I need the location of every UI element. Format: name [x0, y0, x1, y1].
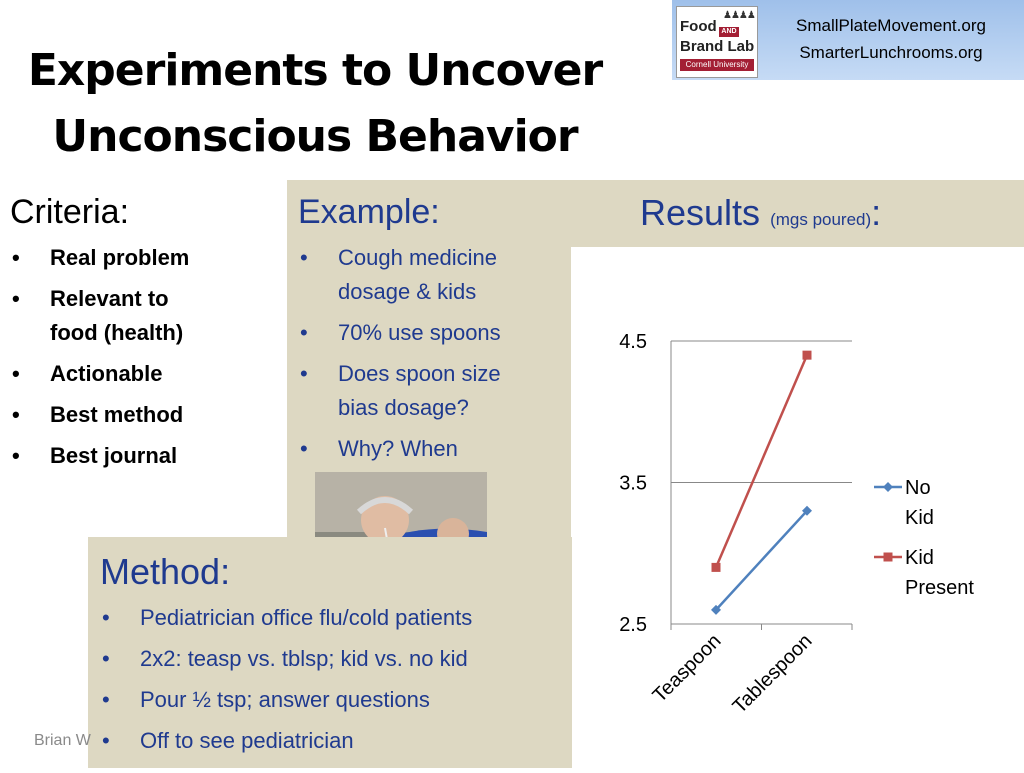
line-chart: [572, 247, 1024, 768]
criteria-item: • Relevant to food (health): [10, 282, 210, 350]
example-item: • Does spoon size bias dosage?: [298, 357, 538, 425]
method-heading: Method:: [100, 551, 231, 592]
example-heading: Example:: [298, 193, 440, 231]
footer-author: Brian W: [34, 732, 91, 749]
slide-title: [10, 38, 620, 170]
criteria-item: • Best journal: [10, 439, 280, 473]
results-heading: [640, 190, 881, 243]
data-point: [712, 563, 721, 572]
legend-marker: [883, 482, 893, 492]
method-item: • 2x2: teasp vs. tblsp; kid vs. no kid: [100, 642, 570, 676]
example-item: • Cough medicine dosage & kids: [298, 241, 538, 309]
legend-label: Present: [905, 577, 974, 599]
example-section: [298, 190, 568, 466]
results-unit: (mgs poured): [770, 210, 872, 229]
method-item: • Off to see pediatrician: [100, 724, 570, 758]
criteria-item: • Real problem: [10, 241, 280, 275]
results-label: Results: [640, 192, 761, 233]
y-tick-label: 4.5: [619, 331, 647, 353]
method-item: • Pour ½ tsp; answer questions: [100, 683, 570, 717]
link-smarter-lunchrooms[interactable]: SmarterLunchrooms.org: [799, 43, 983, 62]
logo-and-badge: AND: [719, 27, 739, 37]
legend-label: Kid: [905, 507, 934, 529]
x-tick-label: Tablespoon: [728, 629, 817, 718]
example-item: • Why? When: [298, 432, 568, 466]
logo-wordmark: Food Brand Lab: [680, 18, 755, 55]
website-links: [760, 12, 1022, 66]
method-list: [100, 601, 570, 758]
y-tick-label: 2.5: [619, 614, 647, 636]
legend-marker: [884, 553, 893, 562]
data-point: [803, 351, 812, 360]
logo-university-bar: Cornell University: [680, 59, 754, 71]
criteria-heading: Criteria:: [10, 193, 130, 231]
method-item: • Pediatrician office flu/cold patients: [100, 601, 570, 635]
results-colon: :: [871, 192, 882, 233]
series-line: [716, 511, 807, 610]
method-section: [100, 550, 570, 758]
people-icon: ♟♟♟♟: [723, 10, 755, 21]
series-line: [716, 355, 807, 567]
x-tick-label: Teaspoon: [648, 629, 726, 707]
results-chart: [572, 247, 1024, 768]
example-list: [298, 241, 568, 466]
criteria-list: [10, 241, 280, 473]
criteria-item: • Best method: [10, 398, 280, 432]
y-tick-label: 3.5: [619, 472, 647, 495]
example-item: • 70% use spoons: [298, 316, 568, 350]
link-small-plate[interactable]: SmallPlateMovement.org: [796, 16, 986, 35]
legend-label: No: [905, 477, 931, 499]
title-line-1: Experiments to Uncover: [27, 45, 603, 96]
food-brand-lab-logo: [676, 6, 758, 78]
legend-label: Kid: [905, 547, 934, 569]
title-line-2: Unconscious Behavior: [52, 111, 578, 162]
criteria-item: • Actionable: [10, 357, 280, 391]
criteria-section: [10, 190, 280, 473]
